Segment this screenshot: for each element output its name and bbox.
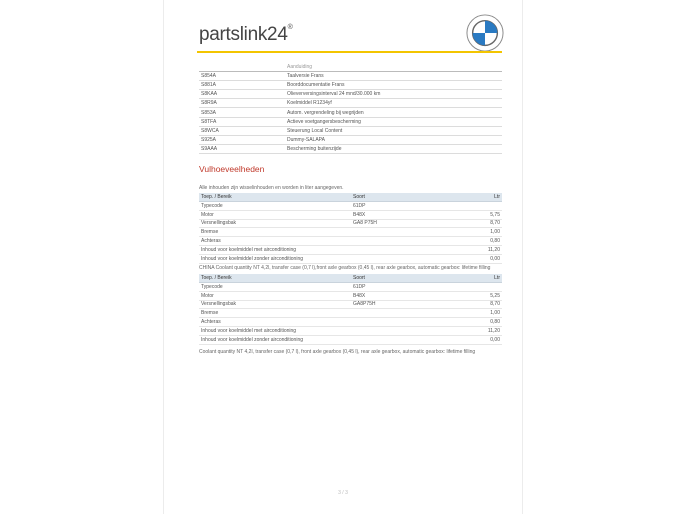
option-row: S854A Taalversie Frans <box>199 72 502 81</box>
table-row: Motor B48X 5,25 <box>201 292 500 299</box>
table-row: Inhoud voor koelmiddel met airconditioning 11,20 <box>201 246 500 253</box>
option-row: S853A Autom. vergrendeling bij wegrijden <box>199 108 502 117</box>
fluids-note-2: Coolant quantity NT 4,2l, transfer case (0,7 l), front axle gearbox (0,45 l), rear axle gearbox, automatic gearbox: lifetime filling <box>199 349 476 355</box>
document-page <box>163 0 523 514</box>
option-row: S881A Boorddocumentatie Frans <box>199 81 502 90</box>
partslink24-logo: partslink24® <box>199 24 293 45</box>
table-row: Inhoud voor koelmiddel zonder airconditioning 0,00 <box>201 336 500 343</box>
option-row: S925A Dummy-SALAPA <box>199 135 502 144</box>
fluids-note-1: CHINA Coolant quantity NT 4,2l, transfer case (0,7 l),front axle gearbox (0,45 l), rear axle gearbox, automatic gearbox: lifetime filling <box>199 265 491 271</box>
option-row: S8R9A Koelmiddel R1234yf <box>199 99 502 108</box>
header-accent-line <box>197 51 502 53</box>
options-column-header: Aanduiding <box>285 63 502 72</box>
fluids-header-row: Toep. / Bereik Soort Ltr <box>201 193 500 200</box>
table-row: Motor B48X 5,75 <box>201 211 500 218</box>
table-row: Inhoud voor koelmiddel met airconditioning 11,20 <box>201 327 500 334</box>
table-row: Achteras 0,80 <box>201 238 500 245</box>
option-row: S8KAA Olieverversingsinterval 24 mnd/30.000 km <box>199 90 502 99</box>
fluids-table-2 <box>199 274 502 345</box>
options-header-row <box>199 63 502 72</box>
fluids-section-title: Vulhoeveelheden <box>199 164 265 174</box>
table-row: Versnellingsbak GA8P75H 8,70 <box>201 301 500 308</box>
fluids-header-row: Toep. / Bereik Soort Ltr <box>201 274 500 281</box>
fluids-intro-text: Alle inhouden zijn wisselinhouden en worden in liter aangegeven. <box>199 185 344 191</box>
page-number: 3 / 3 <box>338 490 348 496</box>
bmw-logo-icon <box>466 14 504 52</box>
table-row: Versnellingsbak GA8 P75H 8,70 <box>201 220 500 227</box>
fluids-table-1 <box>199 193 502 264</box>
table-row: Achteras 0,80 <box>201 319 500 326</box>
table-row: Typecode 61DP <box>199 201 502 210</box>
table-row: Bremse 1,00 <box>201 310 500 317</box>
option-row: S9AAA Bescherming buitenzijde <box>199 144 502 153</box>
options-table <box>199 63 502 154</box>
table-row: Bremse 1,00 <box>201 229 500 236</box>
table-row: Typecode 61DP <box>199 282 502 291</box>
option-row: S8TFA Actieve voetgangersbescherming <box>199 117 502 126</box>
option-row: S8WCA Steuerung Local Content <box>199 126 502 135</box>
table-row: Inhoud voor koelmiddel zonder airconditioning 0,00 <box>201 255 500 262</box>
